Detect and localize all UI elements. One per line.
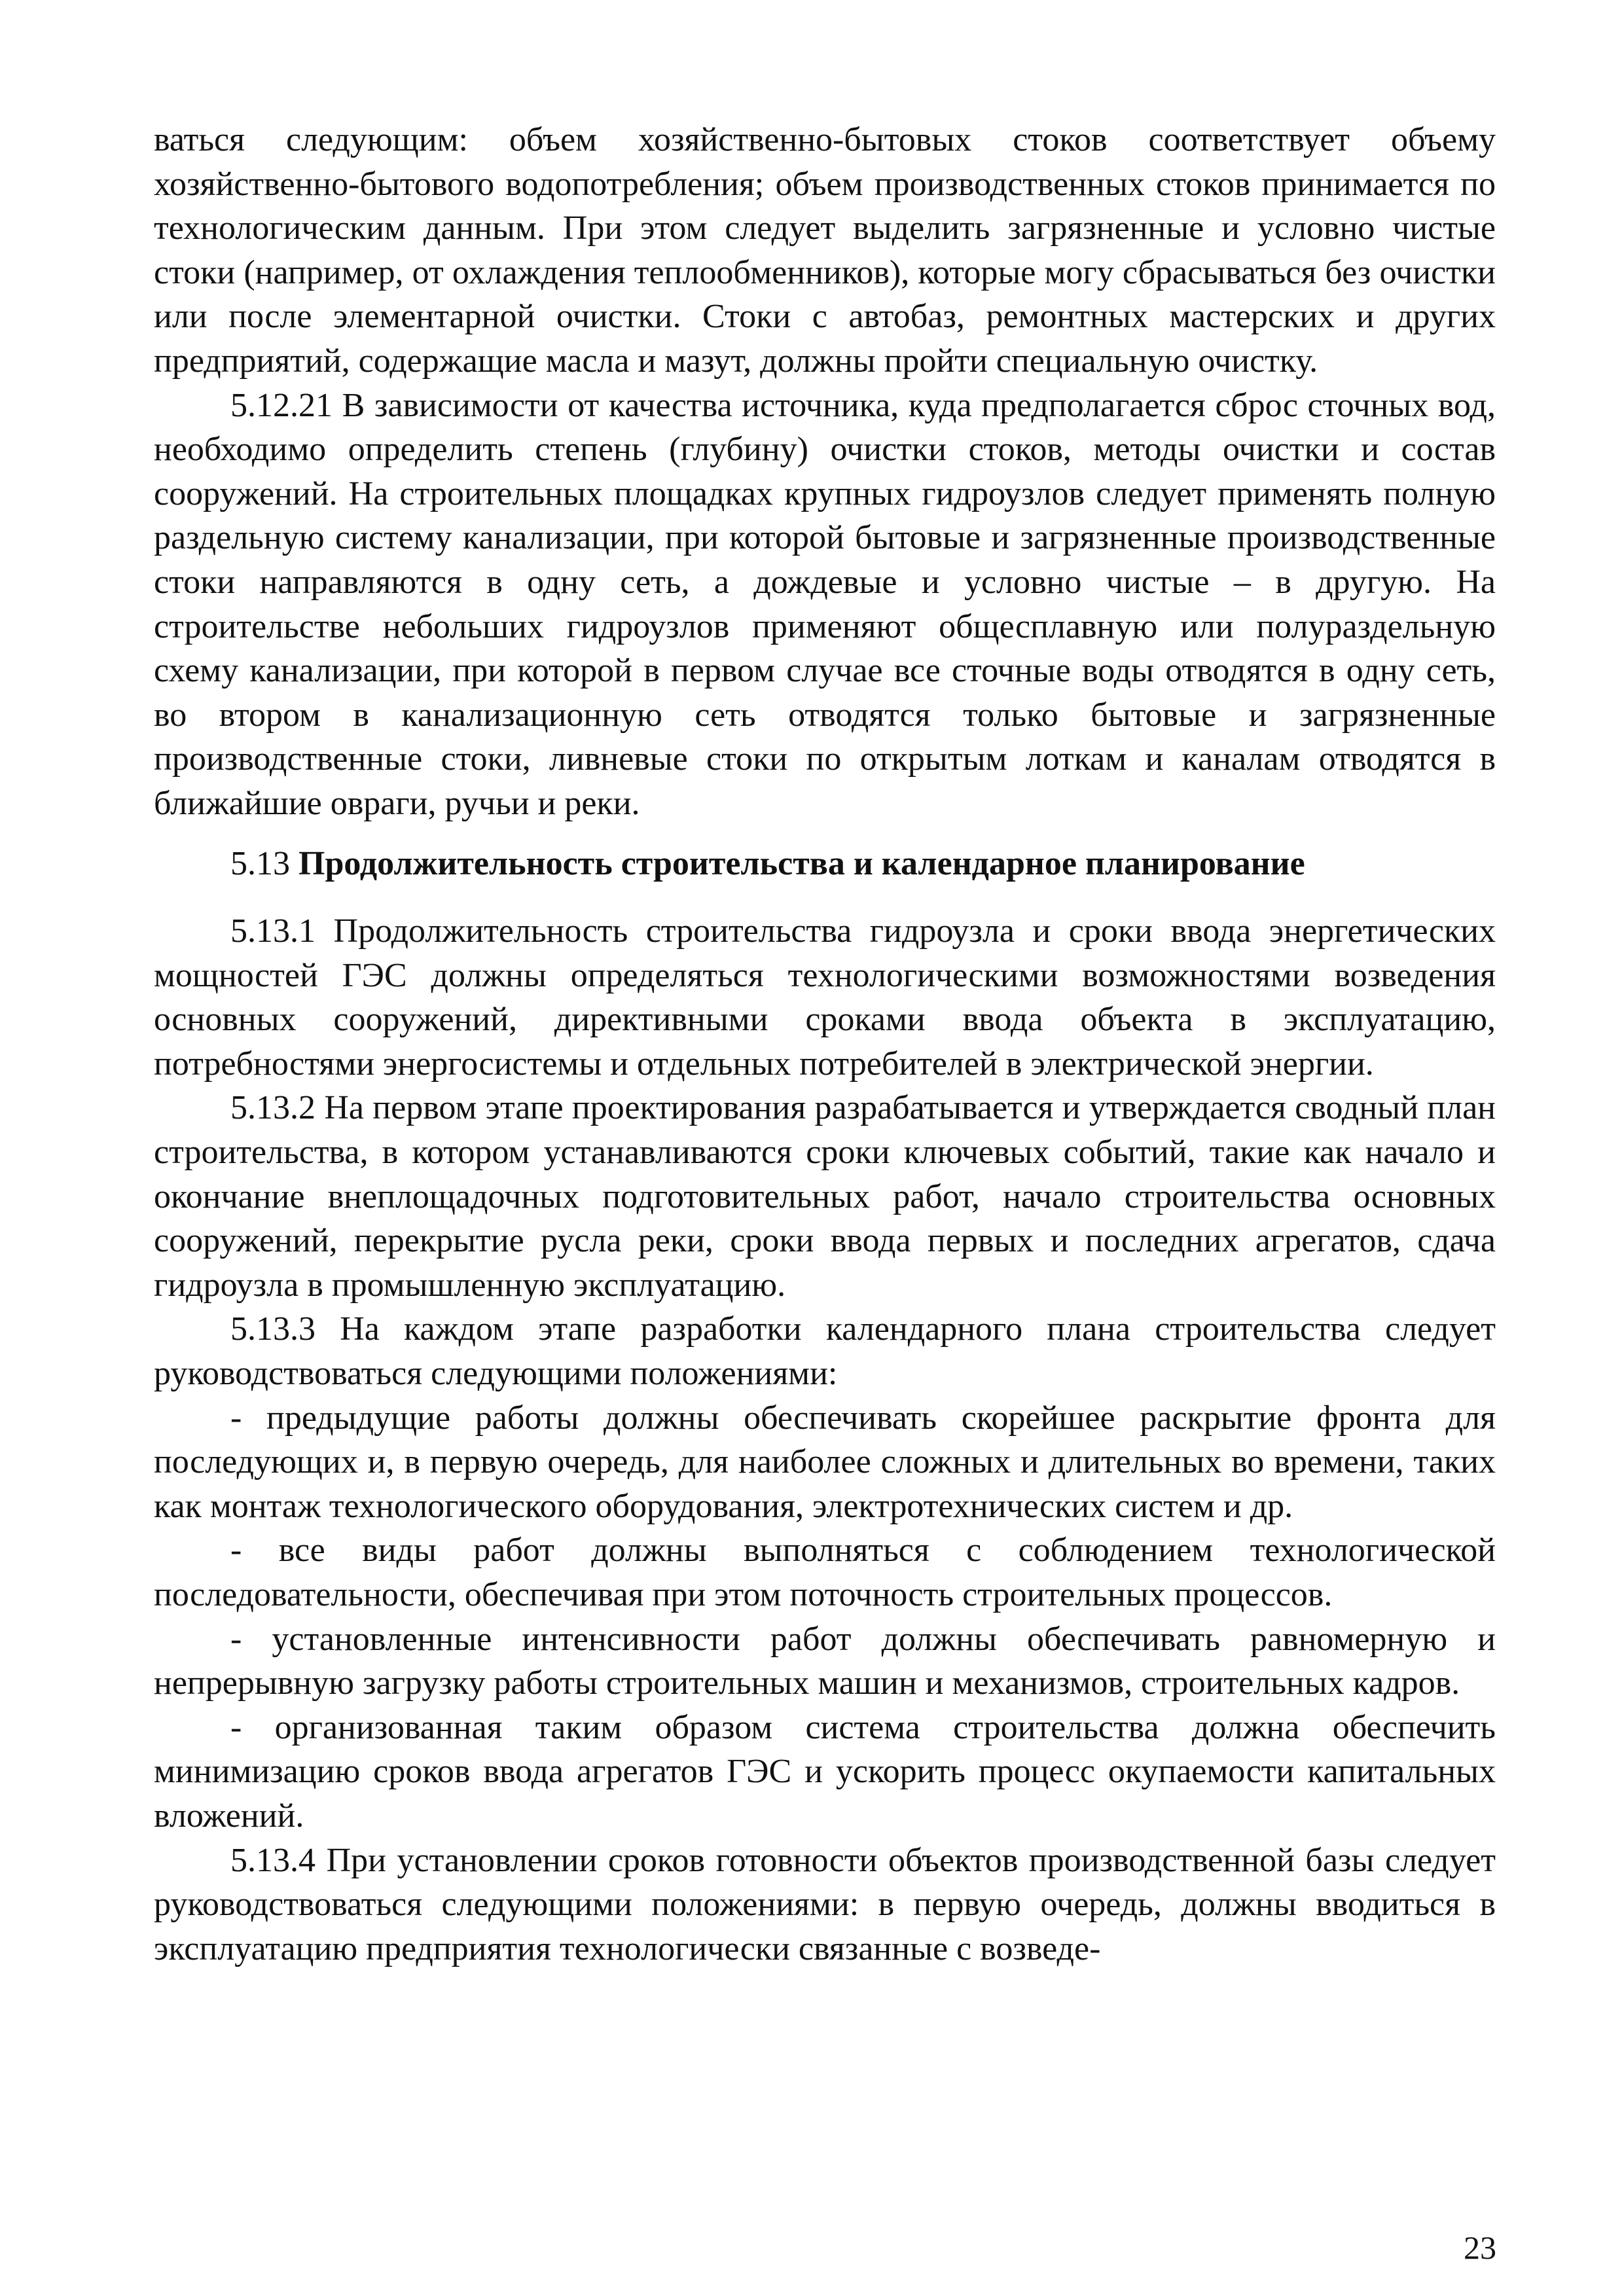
paragraph-5-12-21: 5.12.21 В зависимости от качества источника, куда предполагается сброс сточных вод, необходимо определить степень (глубину) очистки стоков, методы очистки и состав сооружений. На строительных площадках крупных гидроузлов следует применять полную раздельную систему канализации, при которой бытовые и загрязненные производственные стоки направляются в одну сеть, а дождевые и условно чистые – в другую. На строительстве небольших гидроузлов применяют общесплавную или полураздельную схему канализации, при которой в первом случае все сточные воды отводятся в одну сеть, во втором в канализационную сеть отводятся только бытовые и загрязненные производственные стоки, ливневые стоки по открытым лоткам и каналам отводятся в ближайшие овраги, ручьи и реки. <box>154 386 1496 822</box>
list-item-4: - организованная таким образом система строительства должна обеспечить минимизацию сроков ввода агрегатов ГЭС и ускорить процесс окупаемости капитальных вложений. <box>154 1708 1496 1835</box>
document-body <box>154 118 1496 1971</box>
list-item-1: - предыдущие работы должны обеспечивать скорейшее раскрытие фронта для последующих и, в первую очередь, для наиболее сложных и длительных во времени, таких как монтаж технологического оборудования, электротехнических систем и др. <box>154 1399 1496 1525</box>
paragraph-continued: ваться следующим: объем хозяйственно-бытовых стоков соответствует объему хозяйственно-бытового водопотребления; объем производственных стоков принимается по технологическим данным. При этом следует выделить загрязненные и условно чистые стоки (например, от охлаждения теплообменников), которые могу сбрасываться без очистки или после элементарной очистки. Стоки с автобаз, ремонтных мастерских и других предприятий, содержащие масла и мазут, должны пройти специальную очистку. <box>154 121 1496 380</box>
list-item-3: - установленные интенсивности работ должны обеспечивать равномерную и непрерывную загрузку работы строительных машин и механизмов, строительных кадров. <box>154 1620 1496 1702</box>
paragraph-5-13-1: 5.13.1 Продолжительность строительства гидроузла и сроки ввода энергетических мощностей ГЭС должны определяться технологическими возможностями возведения основных сооружений, директивными сроками ввода объекта в эксплуатацию, потребностями энергосистемы и отдельных потребителей в электрической энергии. <box>154 912 1496 1083</box>
paragraph-5-13-4: 5.13.4 При установлении сроков готовности объектов производственной базы следует руководствоваться следующими положениями: в первую очередь, должны вводиться в эксплуатацию предприятия технологически связанные с возведе- <box>154 1841 1496 1967</box>
paragraph-5-13-3: 5.13.3 На каждом этапе разработки календарного плана строительства следует руководствоваться следующими положениями: <box>154 1310 1496 1393</box>
section-heading-number: 5.13 <box>230 844 290 882</box>
paragraph-5-13-2: 5.13.2 На первом этапе проектирования разрабатывается и утверждается сводный план строительства, в котором устанавливаются сроки ключевых событий, такие как начало и окончание внеплощадочных подготовительных работ, начало строительства основных сооружений, перекрытие русла реки, сроки ввода первых и последних агрегатов, сдача гидроузла в промышленную эксплуатацию. <box>154 1089 1496 1304</box>
list-item-2: - все виды работ должны выполняться с соблюдением технологической последовательности, обеспечивая при этом поточность строительных процессов. <box>154 1532 1496 1613</box>
section-heading <box>154 842 1496 886</box>
section-heading-title: Продолжительность строительства и календарное планирование <box>298 844 1305 882</box>
page-number: 23 <box>1464 2229 1496 2266</box>
